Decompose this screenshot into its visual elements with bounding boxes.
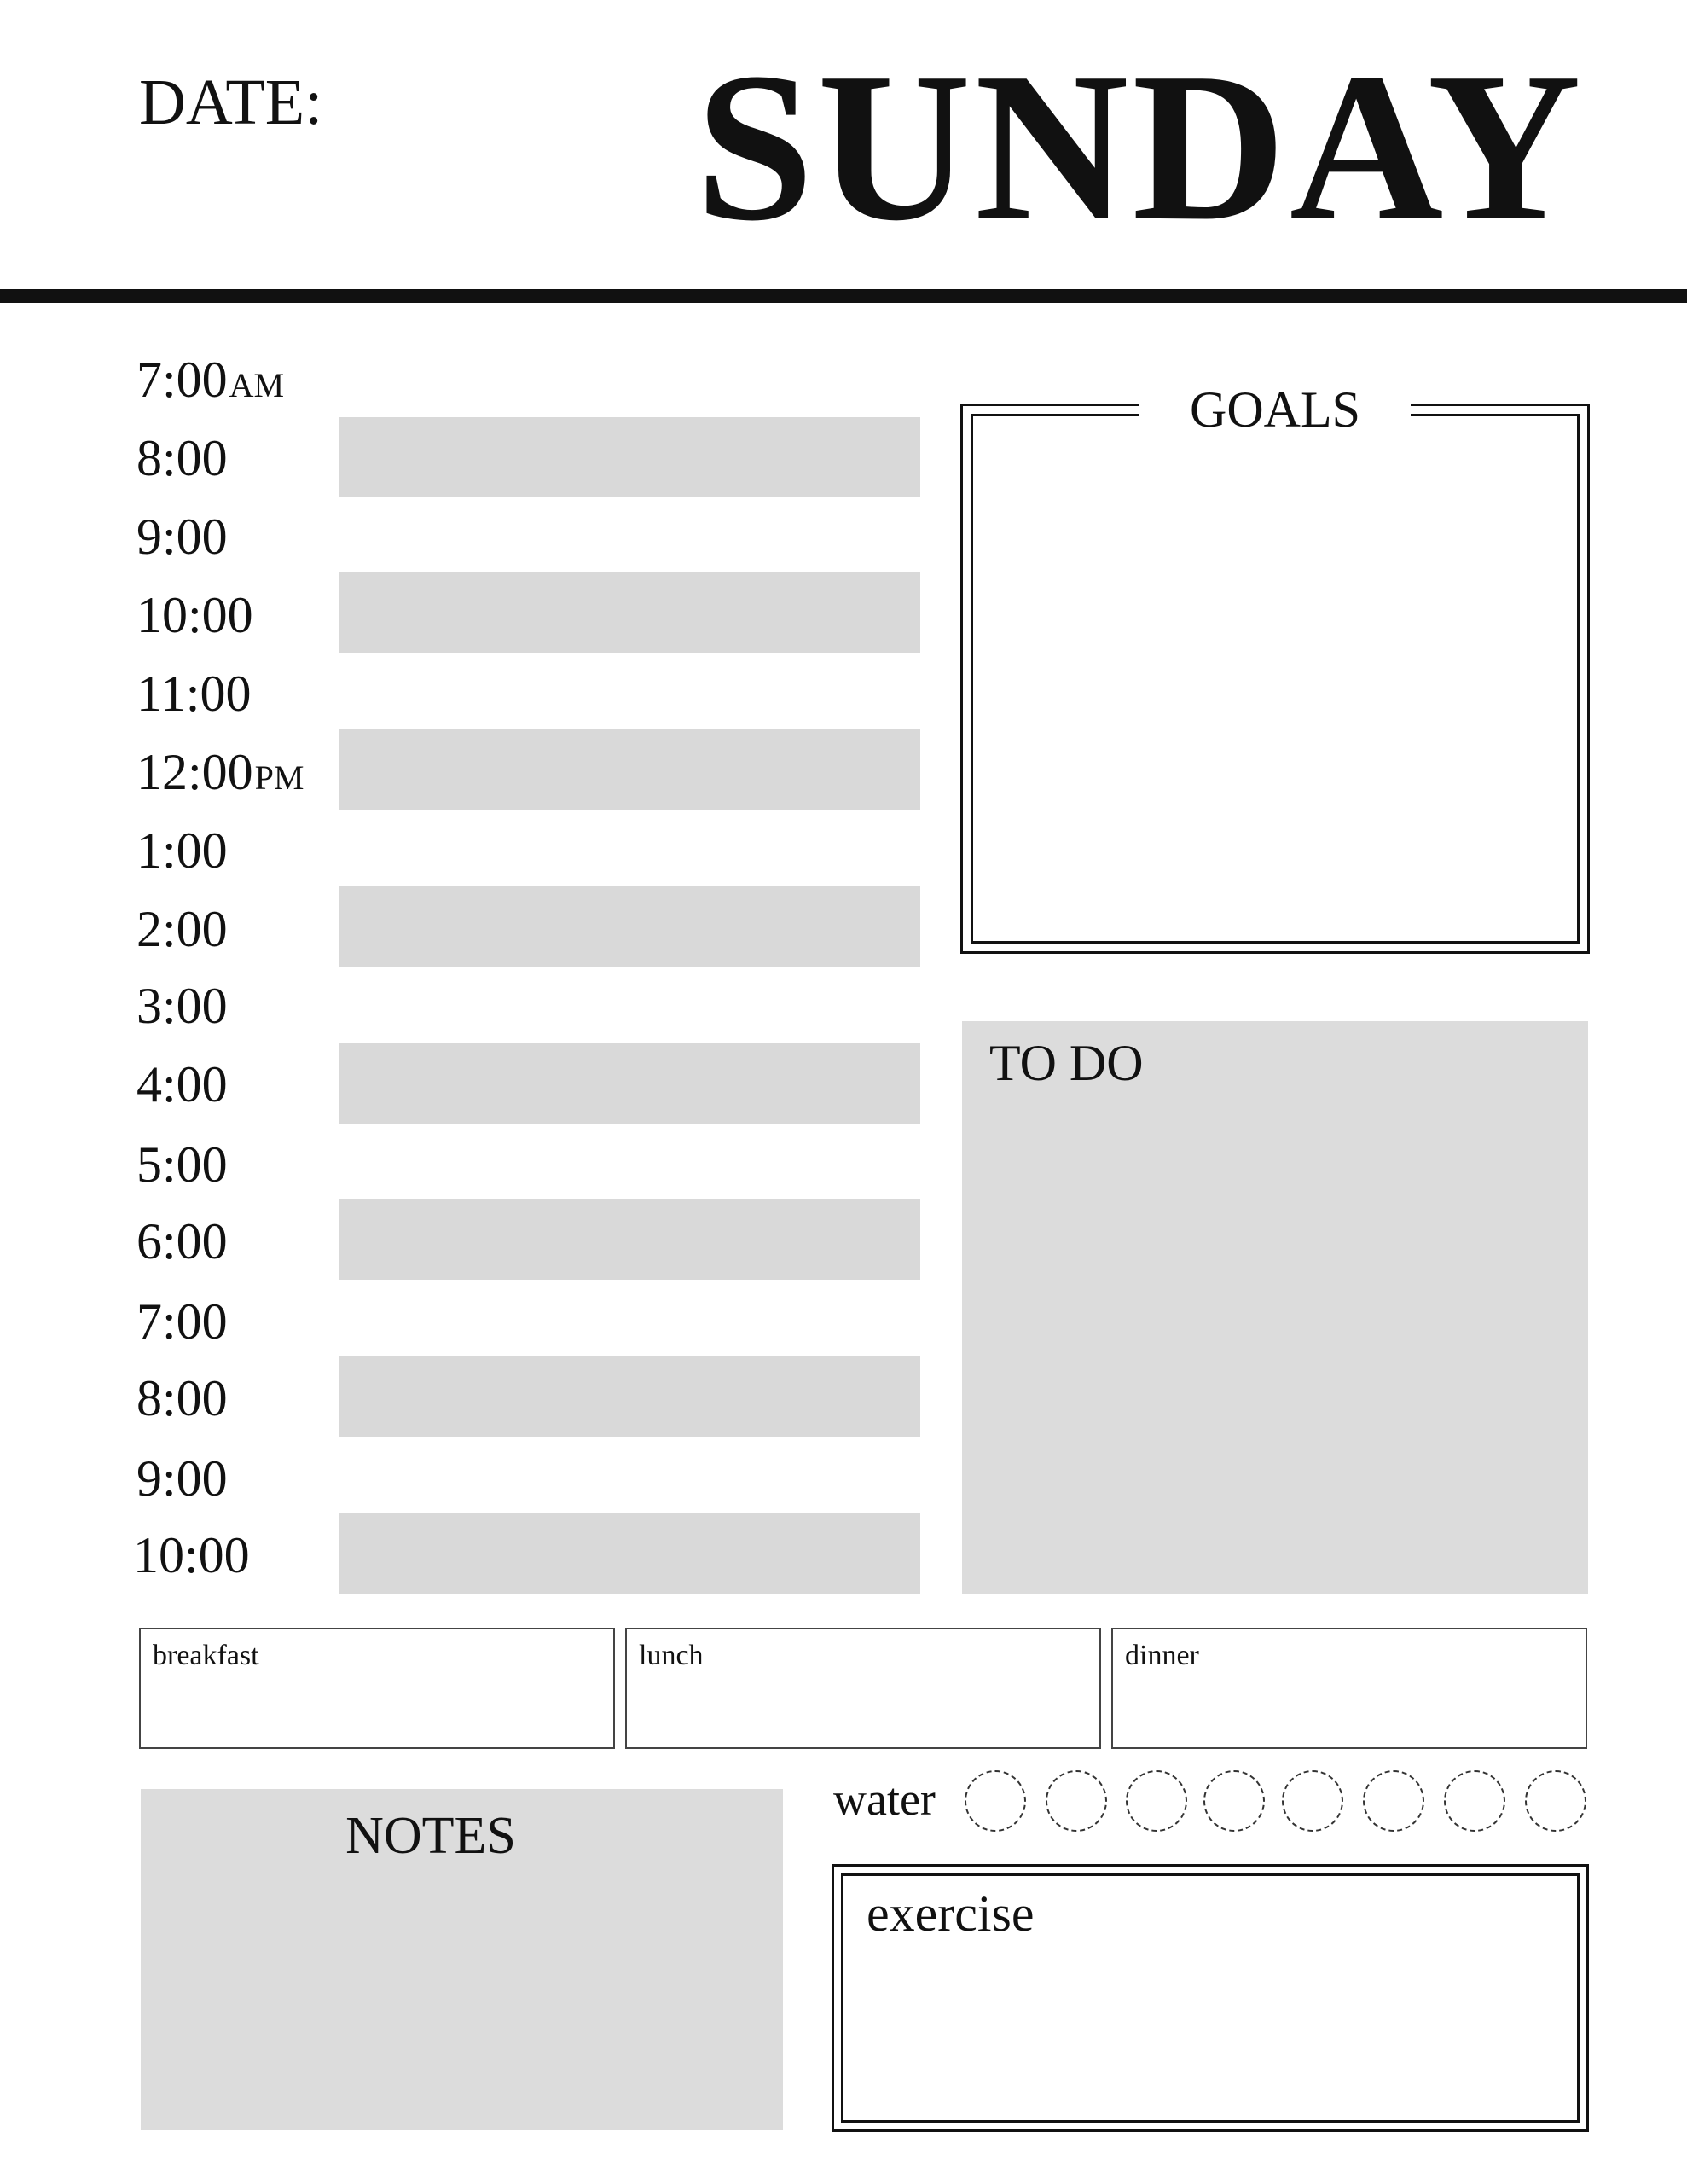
water-glass-circle bbox=[1282, 1770, 1343, 1832]
schedule-row-shaded bbox=[339, 1513, 920, 1594]
schedule-row-shaded bbox=[339, 572, 920, 653]
schedule-row-shaded bbox=[339, 1356, 920, 1437]
lunch-box bbox=[625, 1628, 1101, 1749]
dinner-label: dinner bbox=[1125, 1640, 1199, 1671]
water-glass-circle bbox=[1126, 1770, 1187, 1832]
time-label: 9:00 bbox=[136, 508, 228, 565]
time-label: 5:00 bbox=[136, 1136, 228, 1193]
todo-title: TO DO bbox=[989, 1035, 1144, 1091]
todo-box bbox=[962, 1021, 1588, 1594]
water-glass-circle bbox=[1203, 1770, 1265, 1832]
time-label: 11:00 bbox=[136, 665, 252, 722]
schedule-row-shaded bbox=[339, 1043, 920, 1124]
breakfast-label: breakfast bbox=[153, 1640, 259, 1671]
goals-box bbox=[971, 414, 1580, 944]
notes-title: NOTES bbox=[345, 1807, 516, 1865]
lunch-label: lunch bbox=[639, 1640, 704, 1671]
time-label: 3:00 bbox=[136, 978, 228, 1034]
schedule-row-shaded bbox=[339, 886, 920, 967]
time-label: 2:00 bbox=[136, 901, 228, 957]
time-label: 4:00 bbox=[136, 1056, 228, 1112]
schedule-row-shaded bbox=[339, 729, 920, 810]
water-label: water bbox=[833, 1774, 936, 1825]
time-label: 7:00 bbox=[136, 1293, 228, 1350]
time-label: 1:00 bbox=[136, 822, 228, 879]
time-label: 8:00 bbox=[136, 430, 228, 486]
exercise-label: exercise bbox=[867, 1885, 1035, 1942]
date-label: DATE: bbox=[139, 67, 323, 138]
schedule-row-shaded bbox=[339, 417, 920, 497]
water-glass-circle bbox=[1525, 1770, 1586, 1832]
day-title: SUNDAY bbox=[695, 29, 1585, 265]
schedule-row-shaded bbox=[339, 1199, 920, 1280]
water-glass-circle bbox=[1363, 1770, 1424, 1832]
time-label: 10:00 bbox=[136, 587, 253, 643]
time-label: 9:00 bbox=[136, 1450, 228, 1507]
time-label: 7:00AM bbox=[136, 351, 285, 408]
goals-title: GOALS bbox=[1139, 375, 1411, 444]
time-label: 10:00 bbox=[133, 1527, 250, 1583]
water-glass-circle bbox=[965, 1770, 1026, 1832]
breakfast-box bbox=[139, 1628, 615, 1749]
time-label: 8:00 bbox=[136, 1370, 228, 1426]
time-label: 6:00 bbox=[136, 1213, 228, 1269]
dinner-box bbox=[1111, 1628, 1587, 1749]
header-divider bbox=[0, 289, 1687, 303]
water-glass-circle bbox=[1444, 1770, 1505, 1832]
water-glass-circle bbox=[1046, 1770, 1107, 1832]
time-label: 12:00PM bbox=[136, 744, 304, 800]
